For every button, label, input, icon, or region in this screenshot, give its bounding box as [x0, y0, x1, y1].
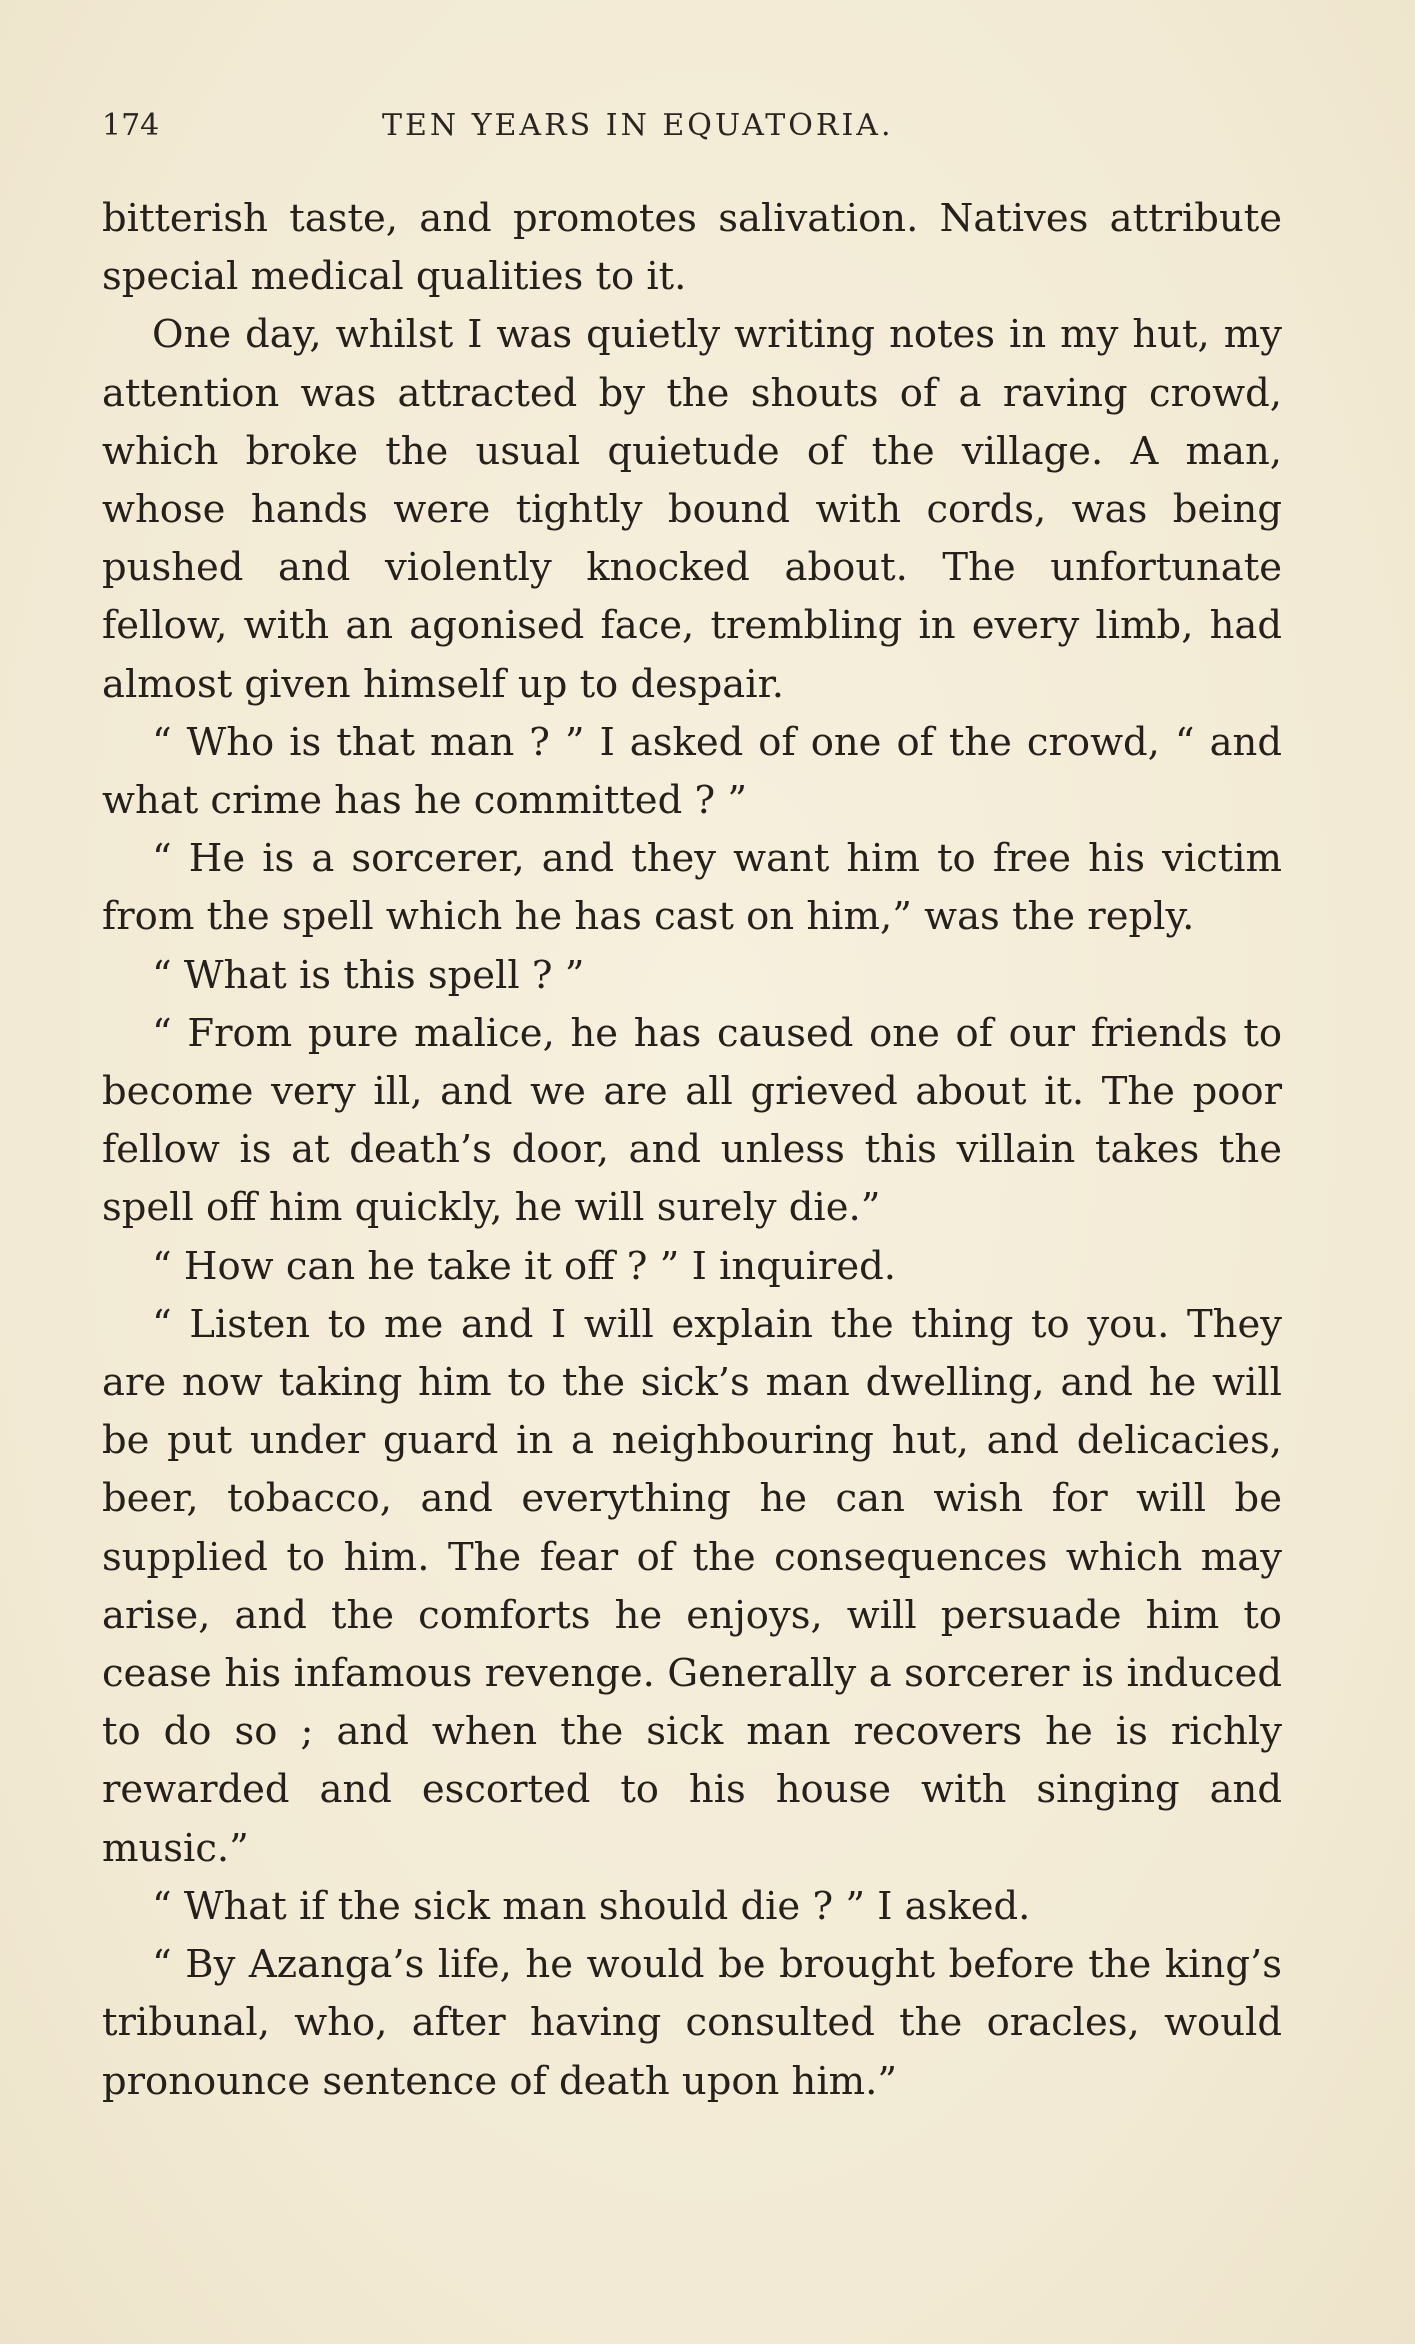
paragraph: bitterish taste, and promotes salivation. Natives attribute special medical qualities to it. — [102, 196, 1282, 300]
paragraph: “ What if the sick man should die ? ” I asked. — [152, 1883, 1031, 1929]
paragraph: “ By Azanga’s life, he would be brought before the king’s tribunal, who, after having consulted the oracles, would pronounce sentence of death upon him.” — [102, 1942, 1282, 2104]
paragraph: “ What is this spell ? ” — [152, 952, 585, 998]
paragraph: “ Listen to me and I will explain the thing to you. They are now taking him to the sick’s man dwelling, and he will be put under guard in a neighbouring hut, and delicacies, beer, tobacco, and everything he can wish for will be supplied to him. The fear of the consequences which may arise, and the comforts he enjoys, will persuade him to cease his infamous revenge. Generally a sorcerer is induced to do so ; and when the sick man recovers he is richly rewarded and escorted to his house with singing and music.” — [102, 1301, 1282, 1871]
paragraph: “ Who is that man ? ” I asked of one of the crowd, “ and what crime has he committed ? ” — [102, 719, 1282, 824]
page-number: 174 — [102, 108, 160, 143]
running-title: TEN YEARS IN EQUATORIA. — [382, 108, 894, 143]
paragraph: “ He is a sorcerer, and they want him to free his victim from the spell which he has cast on him,” was the reply. — [102, 836, 1282, 940]
paragraph: “ From pure malice, he has caused one of our friends to become very ill, and we are all grieved about it. The poor fellow is at death’s door, and unless this villain takes the spell off him quickly, he will surely die.” — [102, 1010, 1282, 1231]
body-text — [102, 190, 1282, 2111]
paragraph: One day, whilst I was quietly writing notes in my hut, my attention was attracted by the shouts of a raving crowd, which broke the usual quietude of the village. A man, whose hands were tightly bound with cords, was being pushed and violently knocked about. The unfortunate fellow, with an agonised face, trembling in every limb, had almost given himself up to despair. — [102, 312, 1282, 707]
page-header — [102, 108, 1282, 148]
paragraph: “ How can he take it off ? ” I inquired. — [152, 1243, 896, 1289]
